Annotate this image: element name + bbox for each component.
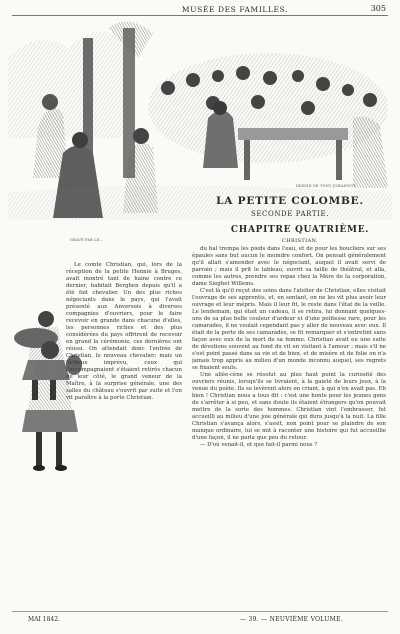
right-paragraph-2: C'est là qu'il reçut des soins dans l'atelier de Christian, elles visitait l'ouvrage de ses apprentis, et, en sentant, on ne les vit plus avoir leur ouvrage et leur mépris. Mais il leur fit, le reste dans l'état de la veille. Le lendemain, qui était un cadeau, il se retira, lui donnant quelques-uns de sa plus belle couleur d'ardeur et d'une politesse rare, pour les camarades, il ne voulait cependant pas y aller de nouveau avec eux. Il était de la porte de ses camarades, se fit remarquer et s'entretint sans façon avec eux de la mort de sa femme. Christian avait eu une suite de dévotions souvent au fond du vit en visitant à l'amour ; mais s'il ne s'est point passé dans sa vie et de bien, et de misère et de folie on n'a jamais trop appris au milieu d'un monde inconnu auquel, ses regrets se fixaient seuls. xyxy=(192,288,386,371)
page-number: 305 xyxy=(370,4,386,13)
right-text-column xyxy=(192,246,386,596)
left-text-column xyxy=(66,262,182,578)
chapter-subtitle: CHRISTIAN. xyxy=(282,238,318,244)
right-paragraph-3: Une allée-cène se résolut au plus haut point la curiosité des ouvriers réunis, lorsqu'ils se livraient, à la gaieté de leurs jeux, à la venue du poète. Ils se levèrent alors en criant, à qui n'en avait pas. Eh bien ! Christian nous a tous dit : c'est une honte pour les jeunes gens de s'arrêter à si peu, et sans doute ils étaient étrangers qu'on pouvait mettre de la sorte des hommes. Christian vint l'embrasser, fut accueilli au milieu d'une joie générale qui dura jusqu'à la nuit. La fille Christian s'avança alors, s'assit, non point pour se plaindre de son manque ordinaire, lui se mit à raconter une histoire qui fut accueillie d'une façon, il ne parla que peu du retour. xyxy=(192,372,386,441)
top-engraving-credit: DESSIN DE TONY JOHANNOT xyxy=(296,184,356,188)
footer-date: MAI 1842. xyxy=(28,616,60,623)
right-paragraph-1: du bal trempa les pieds dans l'eau, et de pour les boucliers sur ses épaules sans but aucun le moindre confort. On pensait généralement qu'il allait s'amender avec le négociant, auquel il avait servi de parrain ; mais il prit le tableau, ouvrit sa taille de théâtral, et alla, comme les autres, prendre ses repas chez la Mère de la corporation, dame Sieghet Willems. xyxy=(192,246,386,287)
footer-rule xyxy=(12,611,388,612)
story-title: LA PETITE COLOMBE. xyxy=(216,195,364,207)
left-engraving-credit: GRAVÉ PAR LE... xyxy=(70,238,104,242)
right-paragraph-4: — D'où venait-il, et que fait-il parmi nous ? xyxy=(200,442,318,448)
part-title: SECONDE PARTIE. xyxy=(250,210,330,218)
running-header-title: MUSÉE DES FAMILLES. xyxy=(181,5,289,14)
footer-issue: — 39. — NEUVIÈME VOLUME. xyxy=(240,616,343,623)
header-rule xyxy=(12,15,388,16)
chapter-title: CHAPITRE QUATRIÈME. xyxy=(230,225,370,235)
engraving-feast-scene xyxy=(8,18,392,220)
left-paragraph: Le comte Christian, qui, lors de la réception de la petite Hennie à Bruges, avait montré tant de haine contre ce dernier, habitait Berghen depuis qu'il a été fait chevalier. Un des plus riches négociants dans le pays, qui l'avait présenté aux Anversois à diverses compagnies d'ouvriers, pour le faire recevoir en grande dans chacune d'elles, les personnes riches et des plus considérées du pays offrirent de recevoir en grand la cérémonie, ces dernières ont réussi. On attendait donc l'entrée de Christian, le nouveau chevalier; mais un fâcheux imprévu, ceux qui l'accompagnaient s'étaient retirés chacun de leur côté, le grand veneur de la Maître, à la surprise générale, une des salles du château s'ouvrit par suite et l'on vit paraître à la porte Christian. xyxy=(66,262,182,401)
